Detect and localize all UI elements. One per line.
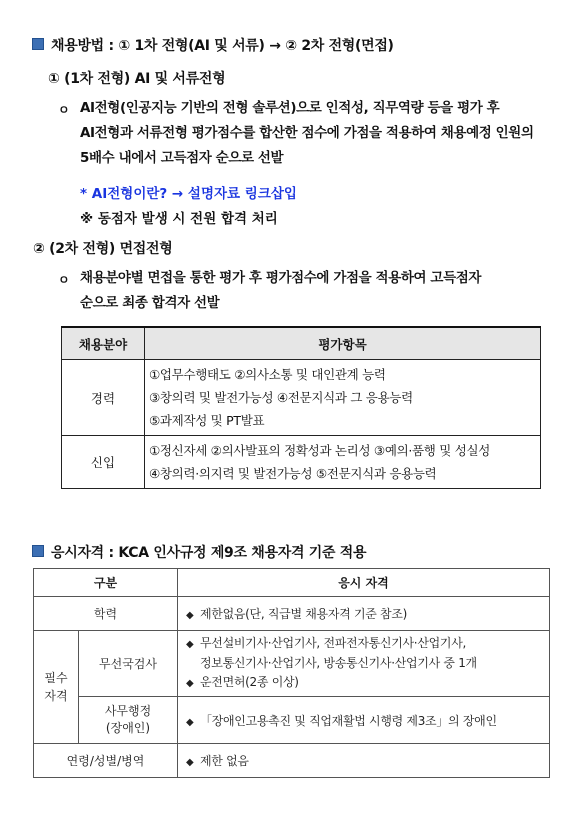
- section-title-method: 채용방법 : ① 1차 전형(AI 및 서류) → ② 2차 전형(면접): [51, 38, 394, 54]
- age-label: 연령/성별/병역: [34, 744, 178, 778]
- category-cell: 신입: [62, 436, 145, 489]
- table-row: [34, 631, 550, 697]
- eval-item: ①업무수행태도 ②의사소통 및 대인관계 능력: [149, 367, 386, 382]
- education-label: 학력: [34, 597, 178, 631]
- section-marker-icon: [32, 545, 44, 557]
- age-value: ◆ 제한 없음: [178, 744, 550, 778]
- eval-item: ①정신자세 ②의사발표의 정확성과 논리성 ③예의·품행 및 성실성: [149, 443, 491, 458]
- stage1-line: 5배수 내에서 고득점자 순으로 선발: [80, 150, 284, 166]
- table-header-row: [62, 327, 541, 360]
- section-marker-icon: [32, 38, 44, 50]
- tie-note: ※ 동점자 발생 시 전원 합격 처리: [80, 211, 278, 227]
- qualification-table: [33, 568, 550, 778]
- education-value: ◆ 제한없음(단, 직급별 채용자격 기준 참조): [178, 597, 550, 631]
- items-cell: [145, 436, 541, 489]
- diamond-bullet-icon: ◆: [186, 716, 194, 728]
- table-row: [62, 436, 541, 489]
- evaluation-table: [61, 326, 541, 489]
- table-row: [34, 597, 550, 631]
- table-header-row: [34, 569, 550, 597]
- diamond-bullet-icon: ◆: [186, 678, 194, 689]
- stage2-heading: ② (2차 전형) 면접전형: [33, 241, 173, 257]
- column-header: 구분: [34, 569, 178, 597]
- column-header: 응시 자격: [178, 569, 550, 597]
- eval-item: ③창의력 및 발전가능성 ④전문지식과 그 응용능력: [149, 390, 413, 405]
- eval-item: ④창의력·의지력 및 발전가능성 ⑤전문지식과 응용능력: [149, 466, 437, 481]
- stage1-heading: ① (1차 전형) AI 및 서류전형: [48, 71, 226, 87]
- column-header: 평가항목: [145, 327, 541, 360]
- radio-inspection-label: 무선국검사: [79, 631, 178, 697]
- eval-item: ⑤과제작성 및 PT발표: [149, 413, 265, 428]
- table-row: [62, 360, 541, 436]
- table-row: [34, 697, 550, 744]
- stage2-description: [80, 266, 550, 316]
- section-title-qualification: 응시자격 : KCA 인사규정 제9조 채용자격 기준 적용: [51, 545, 367, 561]
- category-cell: 경력: [62, 360, 145, 436]
- stage1-line: AI전형과 서류전형 평가점수를 합산한 점수에 가점을 적용하여 채용예정 인원의: [80, 125, 534, 141]
- diamond-bullet-icon: ◆: [186, 639, 194, 650]
- column-header: 채용분야: [62, 327, 145, 360]
- diamond-bullet-icon: ◆: [186, 757, 194, 768]
- stage1-line: AI전형(인공지능 기반의 전형 솔루션)으로 인적성, 직무역량 등을 평가 후: [80, 100, 500, 116]
- items-cell: [145, 360, 541, 436]
- admin-label: 사무행정 (장애인): [79, 697, 178, 744]
- diamond-bullet-icon: ◆: [186, 610, 194, 621]
- stage2-line: 채용분야별 면접을 통한 평가 후 평가점수에 가점을 적용하여 고득점자: [80, 270, 481, 286]
- table-row: [34, 744, 550, 778]
- admin-value: ◆ 「장애인고용촉진 및 직업재활법 시행령 제3조」의 장애인: [178, 697, 550, 744]
- bullet-icon: ㅇ: [58, 273, 70, 287]
- radio-inspection-value: ◆ 무선설비기사·산업기사, 전파전자통신기사·산업기사, 정보통신기사·산업기사, 방송통신기사·산업기사 중 1개 ◆ 운전면허(2종 이상): [178, 631, 550, 697]
- bullet-icon: ㅇ: [58, 103, 70, 117]
- required-group-label: 필수 자격: [34, 631, 79, 744]
- ai-explanation-link[interactable]: * AI전형이란? → 설명자료 링크삽입: [80, 186, 297, 202]
- stage2-line: 순으로 최종 합격자 선발: [80, 295, 220, 311]
- stage1-description: [80, 96, 550, 171]
